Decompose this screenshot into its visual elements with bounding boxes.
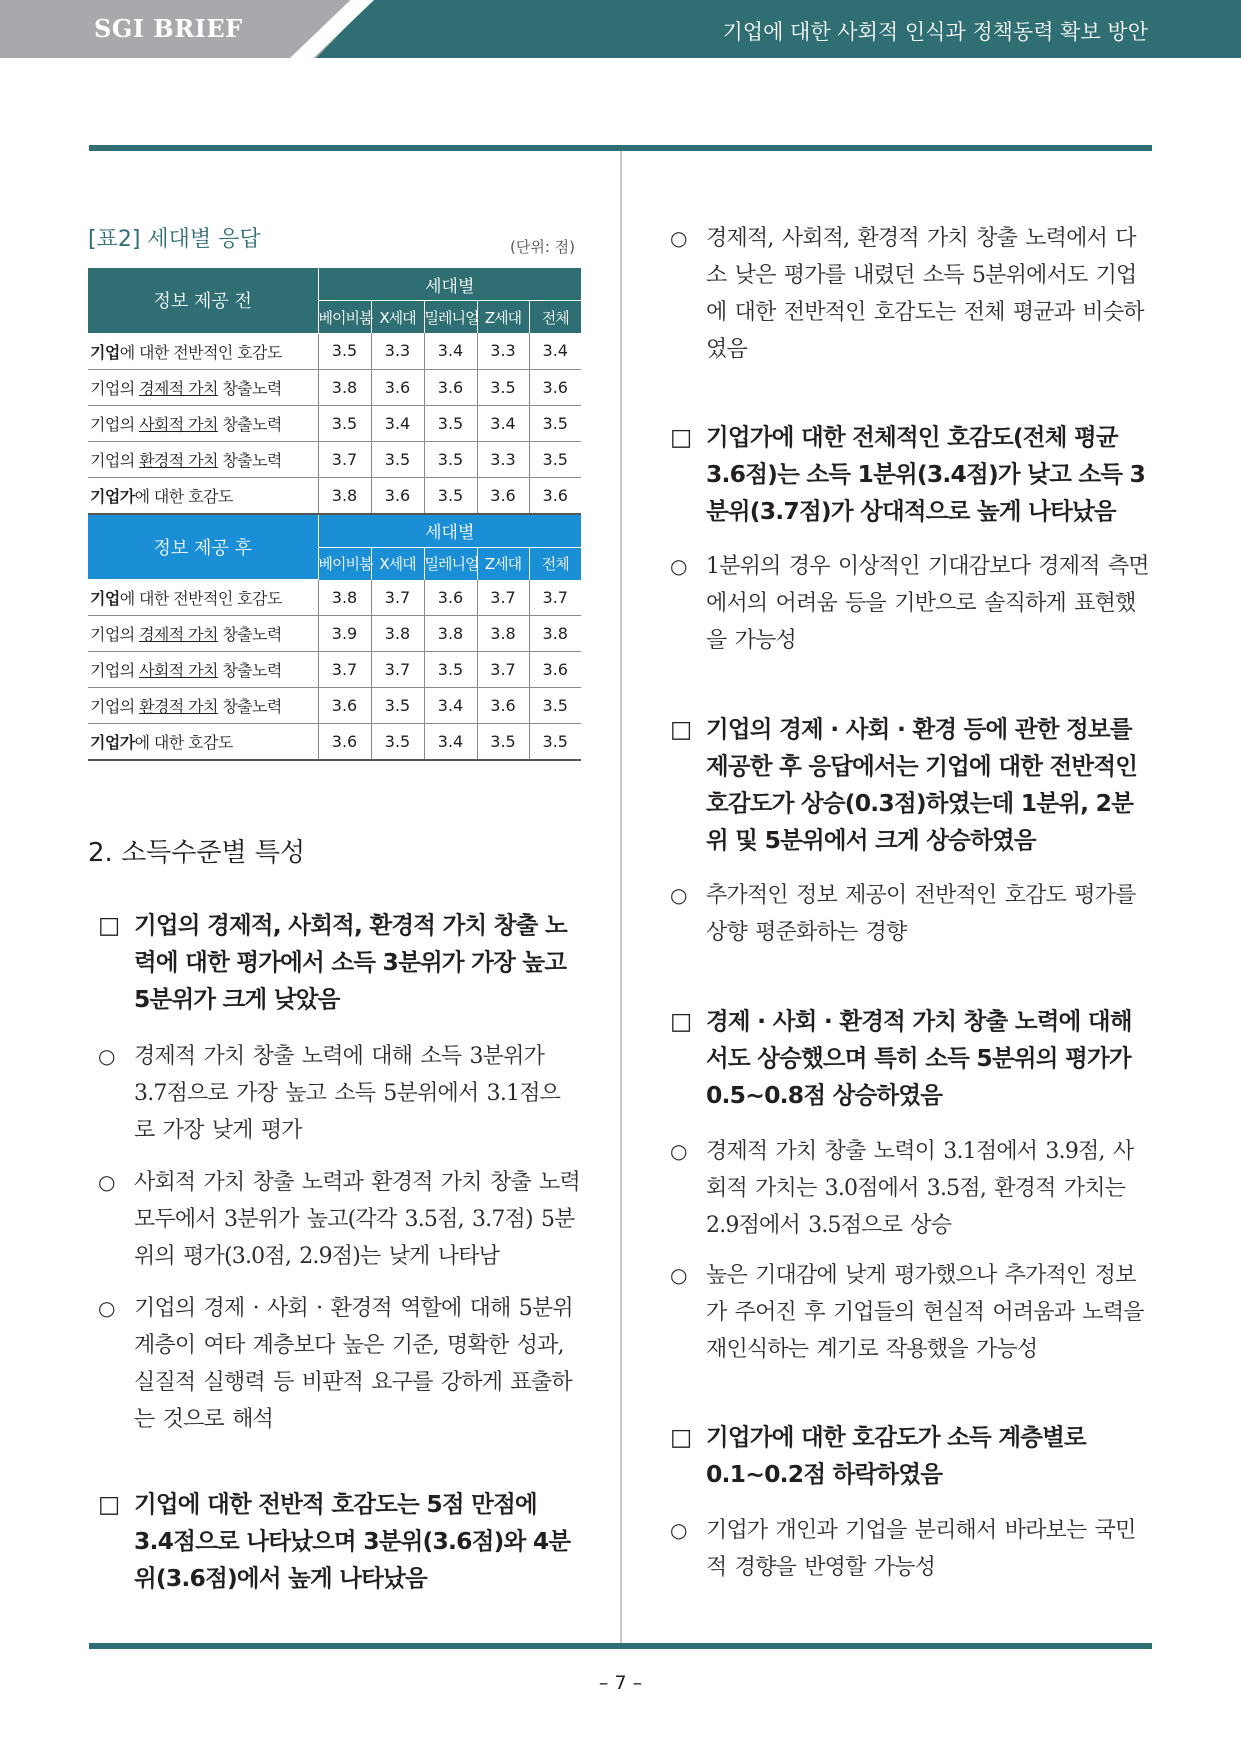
left-paragraph-block xyxy=(98,1486,580,1597)
right-paragraph-block xyxy=(670,1003,1152,1114)
bullet-text: 기업에 대한 전반적 호감도는 5점 만점에 3.4점으로 나타났으며 3분위(3.6점)와 4분위(3.6점)에서 높게 나타났음 xyxy=(134,1490,571,1592)
column-header: 전체 xyxy=(529,547,581,580)
table-cell: 3.6 xyxy=(477,477,529,514)
square-marker-icon: □ xyxy=(670,1007,692,1035)
section-header-before: 정보 제공 전 xyxy=(88,268,318,333)
column-header: Z세대 xyxy=(477,547,529,580)
left-paragraph-block xyxy=(98,907,580,1018)
circle-marker-icon: ○ xyxy=(670,1518,687,1542)
column-header: 전체 xyxy=(529,301,581,334)
circle-marker-icon: ○ xyxy=(98,1296,115,1320)
row-label: 기업의 xyxy=(90,661,140,680)
table-row xyxy=(88,688,581,724)
column-header: 밀레니얼 xyxy=(424,301,477,334)
bullet-text: 1분위의 경우 이상적인 기대감보다 경제적 측면에서의 어려움 등을 기반으로 솔직하게 표현했을 가능성 xyxy=(706,554,1149,653)
left-paragraph-block xyxy=(98,1038,580,1149)
table-row xyxy=(88,580,581,616)
row-label: 창출노력 xyxy=(217,697,282,716)
table-cell: 3.6 xyxy=(529,477,581,514)
circle-bullet xyxy=(670,1133,1152,1244)
circle-marker-icon: ○ xyxy=(670,883,687,907)
square-marker-icon: □ xyxy=(670,715,692,743)
table-cell: 3.9 xyxy=(318,616,371,652)
square-marker-icon: □ xyxy=(670,423,692,451)
document-title: 기업에 대한 사회적 인식과 정책동력 확보 방안 xyxy=(722,20,1148,44)
circle-marker-icon: ○ xyxy=(670,1139,687,1163)
right-paragraph-block xyxy=(670,711,1152,859)
column-header: X세대 xyxy=(371,301,424,334)
square-bullet xyxy=(670,419,1152,530)
circle-marker-icon: ○ xyxy=(670,226,687,250)
table-cell: 3.5 xyxy=(371,724,424,761)
table-cell: 3.4 xyxy=(529,333,581,369)
right-paragraph-block xyxy=(670,548,1152,659)
table-cell: 3.4 xyxy=(424,333,477,369)
row-label: 기업의 xyxy=(90,697,140,716)
row-label-underlined: 경제적 가치 xyxy=(139,625,218,644)
table-cell: 3.7 xyxy=(371,580,424,616)
table-cell: 3.3 xyxy=(477,441,529,477)
table-cell: 3.8 xyxy=(424,616,477,652)
table-cell: 3.6 xyxy=(371,369,424,405)
square-bullet xyxy=(98,907,580,1018)
right-paragraph-block xyxy=(670,220,1152,368)
table-caption: [표2] 세대별 응답 xyxy=(88,227,261,252)
table-cell: 3.8 xyxy=(477,616,529,652)
row-label: 창출노력 xyxy=(217,378,282,398)
table-cell: 3.5 xyxy=(424,405,477,441)
bullet-text: 경제적, 사회적, 환경적 가치 창출 노력에서 다소 낮은 평가를 내렸던 소득 5분위에서도 기업에 대한 전반적인 호감도는 전체 평균과 비슷하였음 xyxy=(706,226,1144,362)
circle-marker-icon: ○ xyxy=(98,1044,115,1068)
generation-response-table xyxy=(88,268,581,761)
row-label: 기업의 xyxy=(90,450,140,470)
table-cell: 3.6 xyxy=(477,688,529,724)
table-cell: 3.4 xyxy=(371,405,424,441)
table-cell: 3.8 xyxy=(318,369,371,405)
column-divider xyxy=(620,151,622,1643)
right-paragraph-block xyxy=(670,419,1152,530)
table-row xyxy=(88,369,581,405)
table-row xyxy=(88,616,581,652)
table-cell: 3.5 xyxy=(371,688,424,724)
left-paragraph-block xyxy=(98,1164,580,1275)
table-cell: 3.5 xyxy=(477,369,529,405)
column-header: X세대 xyxy=(371,547,424,580)
circle-bullet xyxy=(670,877,1152,951)
row-label: 창출노력 xyxy=(217,625,282,644)
table-cell: 3.4 xyxy=(424,724,477,761)
row-label: 기업의 xyxy=(90,414,140,434)
brand-label: SGI BRIEF xyxy=(94,14,243,43)
table-cell: 3.6 xyxy=(529,652,581,688)
section-header-after: 정보 제공 후 xyxy=(88,514,318,580)
table-cell: 3.3 xyxy=(371,333,424,369)
bullet-text: 기업가에 대한 전체적인 호감도(전체 평균 3.6점)는 소득 1분위(3.4점)가 낮고 소득 3분위(3.7점)가 상대적으로 높게 나타났음 xyxy=(706,423,1146,525)
row-label-bold: 기업 xyxy=(90,589,120,608)
table-cell: 3.4 xyxy=(477,405,529,441)
right-paragraph-block xyxy=(670,877,1152,951)
bullet-text: 경제 · 사회 · 환경적 가치 창출 노력에 대해서도 상승했으며 특히 소득 5분위의 평가가 0.5~0.8점 상승하였음 xyxy=(706,1007,1132,1109)
circle-bullet xyxy=(670,220,1152,368)
right-paragraph-block xyxy=(670,1133,1152,1244)
bullet-text: 경제적 가치 창출 노력에 대해 소득 3분위가 3.7점으로 가장 높고 소득 5분위에서 3.1점으로 가장 낮게 평가 xyxy=(134,1044,561,1143)
column-header: 베이비붐 xyxy=(318,547,371,580)
table-cell: 3.6 xyxy=(529,369,581,405)
bottom-rule xyxy=(89,1643,1152,1649)
right-paragraph-block xyxy=(670,1419,1152,1493)
row-label: 에 대한 전반적인 호감도 xyxy=(119,589,282,608)
circle-marker-icon: ○ xyxy=(98,1170,115,1194)
square-marker-icon: □ xyxy=(98,1490,120,1518)
table-cell: 3.5 xyxy=(529,724,581,761)
table-row xyxy=(88,724,581,761)
table-row xyxy=(88,477,581,514)
circle-bullet xyxy=(670,1257,1152,1368)
table-cell: 3.6 xyxy=(424,369,477,405)
section-heading: 2. 소득수준별 특성 xyxy=(88,838,306,868)
circle-marker-icon: ○ xyxy=(670,1263,687,1287)
bullet-text: 기업의 경제 · 사회 · 환경적 역할에 대해 5분위 계층이 여타 계층보다 높은 기준, 명확한 성과, 실질적 실행력 등 비판적 요구를 강하게 표출하는 것으로 해석 xyxy=(134,1296,573,1432)
table-cell: 3.4 xyxy=(424,688,477,724)
table-row xyxy=(88,441,581,477)
table-cell: 3.8 xyxy=(318,580,371,616)
table-cell: 3.5 xyxy=(424,441,477,477)
row-label-bold: 기업 xyxy=(90,342,120,362)
row-label: 기업의 xyxy=(90,625,140,644)
square-marker-icon: □ xyxy=(98,911,120,939)
table-cell: 3.7 xyxy=(529,580,581,616)
row-label-underlined: 환경적 가치 xyxy=(139,450,218,470)
table-cell: 3.7 xyxy=(477,580,529,616)
row-label: 창출노력 xyxy=(217,450,282,470)
circle-bullet xyxy=(98,1038,580,1149)
row-label: 에 대한 호감도 xyxy=(134,486,233,506)
bullet-text: 추가적인 정보 제공이 전반적인 호감도 평가를 상향 평준화하는 경향 xyxy=(706,883,1136,945)
row-label-bold: 기업가 xyxy=(90,486,135,506)
circle-bullet xyxy=(670,1512,1152,1586)
table-cell: 3.5 xyxy=(529,688,581,724)
table-cell: 3.8 xyxy=(371,616,424,652)
group-header: 세대별 xyxy=(318,268,581,301)
bullet-text: 높은 기대감에 낮게 평가했으나 추가적인 정보가 주어진 후 기업들의 현실적 어려움과 노력을 재인식하는 계기로 작용했을 가능성 xyxy=(706,1263,1144,1362)
square-bullet xyxy=(98,1486,580,1597)
table-cell: 3.6 xyxy=(318,688,371,724)
row-label: 에 대한 호감도 xyxy=(134,733,233,752)
table-cell: 3.6 xyxy=(318,724,371,761)
table-cell: 3.6 xyxy=(424,580,477,616)
row-label: 창출노력 xyxy=(217,414,282,434)
right-paragraph-block xyxy=(670,1257,1152,1368)
circle-bullet xyxy=(670,548,1152,659)
table-cell: 3.7 xyxy=(371,652,424,688)
bullet-text: 기업의 경제 · 사회 · 환경 등에 관한 정보를 제공한 후 응답에서는 기업에 대한 전반적인 호감도가 상승(0.3점)하였는데 1분위, 2분위 및 5분위에서 크게 상승하였음 xyxy=(706,715,1138,854)
circle-marker-icon: ○ xyxy=(670,554,687,578)
table-cell: 3.5 xyxy=(318,333,371,369)
table-cell: 3.8 xyxy=(318,477,371,514)
table-row xyxy=(88,652,581,688)
row-label-bold: 기업가 xyxy=(90,733,135,752)
table-cell: 3.5 xyxy=(318,405,371,441)
page-number: – 7 – xyxy=(598,1672,643,1694)
table-cell: 3.5 xyxy=(371,441,424,477)
table-row xyxy=(88,405,581,441)
row-label: 에 대한 전반적인 호감도 xyxy=(119,342,282,362)
bullet-text: 사회적 가치 창출 노력과 환경적 가치 창출 노력 모두에서 3분위가 높고(각각 3.5점, 3.7점) 5분위의 평가(3.0점, 2.9점)는 낮게 나타남 xyxy=(134,1170,580,1269)
row-label-underlined: 경제적 가치 xyxy=(139,378,218,398)
row-label: 창출노력 xyxy=(217,661,282,680)
group-header: 세대별 xyxy=(318,514,581,548)
square-bullet xyxy=(670,1003,1152,1114)
row-label-underlined: 환경적 가치 xyxy=(139,697,218,716)
column-header: Z세대 xyxy=(477,301,529,334)
circle-bullet xyxy=(98,1164,580,1275)
table-cell: 3.5 xyxy=(529,441,581,477)
column-header: 베이비붐 xyxy=(318,301,371,334)
square-marker-icon: □ xyxy=(670,1423,692,1451)
bullet-text: 경제적 가치 창출 노력이 3.1점에서 3.9점, 사회적 가치는 3.0점에서 3.5점, 환경적 가치는 2.9점에서 3.5점으로 상승 xyxy=(706,1139,1134,1238)
table-cell: 3.5 xyxy=(529,405,581,441)
column-header: 밀레니얼 xyxy=(424,547,477,580)
row-label-underlined: 사회적 가치 xyxy=(139,661,218,680)
table-cell: 3.6 xyxy=(371,477,424,514)
table-cell: 3.7 xyxy=(318,652,371,688)
table-cell: 3.8 xyxy=(529,616,581,652)
square-bullet xyxy=(670,1419,1152,1493)
left-paragraph-block xyxy=(98,1290,580,1438)
bullet-text: 기업가에 대한 호감도가 소득 계층별로 0.1~0.2점 하락하였음 xyxy=(706,1423,1086,1488)
square-bullet xyxy=(670,711,1152,859)
circle-bullet xyxy=(98,1290,580,1438)
table-cell: 3.7 xyxy=(318,441,371,477)
row-label-underlined: 사회적 가치 xyxy=(139,414,218,434)
table-unit: (단위: 점) xyxy=(510,238,575,256)
row-label: 기업의 xyxy=(90,378,140,398)
table-cell: 3.5 xyxy=(424,652,477,688)
right-paragraph-block xyxy=(670,1512,1152,1586)
table-cell: 3.5 xyxy=(477,724,529,761)
bullet-text: 기업의 경제적, 사회적, 환경적 가치 창출 노력에 대한 평가에서 소득 3분위가 가장 높고 5분위가 크게 낮았음 xyxy=(134,911,567,1013)
bullet-text: 기업가 개인과 기업을 분리해서 바라보는 국민적 경향을 반영할 가능성 xyxy=(706,1518,1136,1580)
table-row xyxy=(88,333,581,369)
table-cell: 3.7 xyxy=(477,652,529,688)
table-cell: 3.3 xyxy=(477,333,529,369)
table-cell: 3.5 xyxy=(424,477,477,514)
